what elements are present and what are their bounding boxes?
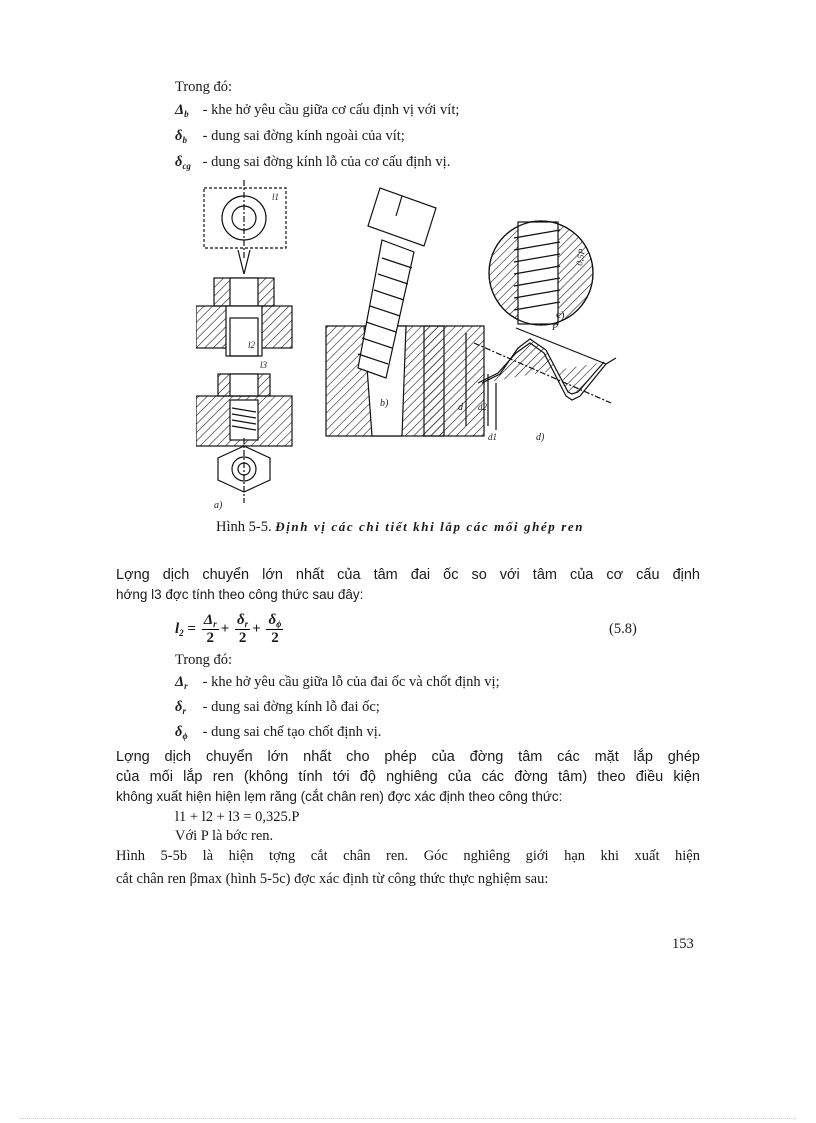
equation-number: (5.8) [609,621,637,637]
thread-positioning-figure [196,178,626,513]
figure-part-c [489,221,593,325]
figure-part-a [196,180,292,503]
label-0-5p: 0,5P [574,248,587,267]
label-P: P [552,322,559,333]
figure-part-b [326,188,484,436]
figure-caption: Hình 5-5. Định vị các chi tiết khi lắp các mối ghép ren [216,519,585,535]
footer-divider [20,1118,796,1119]
sum-equation: l1 + l2 + l3 = 0,325.P [175,809,300,825]
where-label-2: Trong đó: [175,652,233,668]
symbol: $\delta_\phi$ [175,724,188,741]
symbol: $\delta_b$ [175,128,187,145]
label-d: d [458,402,463,413]
para2-line2: của mối lắp ren (không tính tới độ nghiêng của các đờng tâm) theo điều kiện [116,769,700,785]
label-d2: d2 [478,402,487,412]
para1-line2: hớng l3 đợc tính theo công thức sau đây: [116,587,364,602]
formula-5-8: $l_2$ = $\frac{\Delta_r}{2}$ + $\frac{\delta_r}{2}$ + $\frac{\delta_\phi}{2}$ [175,612,282,646]
def-delta-cg: $\delta_{cg}$ - dung sai đờng kính lỗ của cơ cấu định vị. [175,153,450,175]
label-a: a) [214,500,223,511]
para3-line2: cắt chân ren βmax (hình 5-5c) đợc xác định từ công thức thực nghiệm sau: [116,871,549,887]
page-number: 153 [672,936,694,952]
def-delta-small-r: $\delta_r$ - dung sai đờng kính lỗ đai ốc; [175,698,380,720]
def-delta-phi: $\delta_\phi$ - dung sai chế tạo chốt định vị. [175,723,381,745]
def-delta-small-b: $\delta_b$ - dung sai đờng kính ngoài của vít; [175,127,405,149]
symbol: $\Delta_r$ [175,674,188,691]
para2-line1: Lợng dịch chuyển lớn nhất cho phép của đờng tâm các mặt lắp ghép [116,749,700,765]
label-l2: l2 [248,340,256,350]
figure-part-d [466,328,616,430]
label-l1: l1 [272,192,280,202]
def-delta-b: $\Delta_b$ - khe hở yêu cầu giữa cơ cấu định vị với vít; [175,101,459,123]
symbol: $\delta_r$ [175,699,186,716]
label-l3: l3 [260,360,268,370]
symbol: $\Delta_b$ [175,102,189,119]
para1-line1: Lợng dịch chuyển lớn nhất của tâm đai ốc so với tâm của cơ cấu định [116,567,700,583]
def-delta-r: $\Delta_r$ - khe hở yêu cầu giữa lỗ của đai ốc và chốt định vị; [175,673,500,695]
pitch-definition: Với P là bớc ren. [175,828,274,844]
where-label-1: Trong đó: [175,79,233,95]
para2-line3: không xuất hiện hiện lẹm răng (cắt chân ren) đợc xác định theo công thức: [116,789,563,804]
label-c: c) [556,309,565,321]
label-d-figure: d) [536,432,545,443]
label-b: b) [380,398,389,409]
para3-line1: Hình 5-5b là hiện tợng cắt chân ren. Góc nghiêng giới hạn khi xuất hiện [116,848,700,864]
label-d1: d1 [488,432,497,442]
symbol: $\delta_{cg}$ [175,154,191,171]
